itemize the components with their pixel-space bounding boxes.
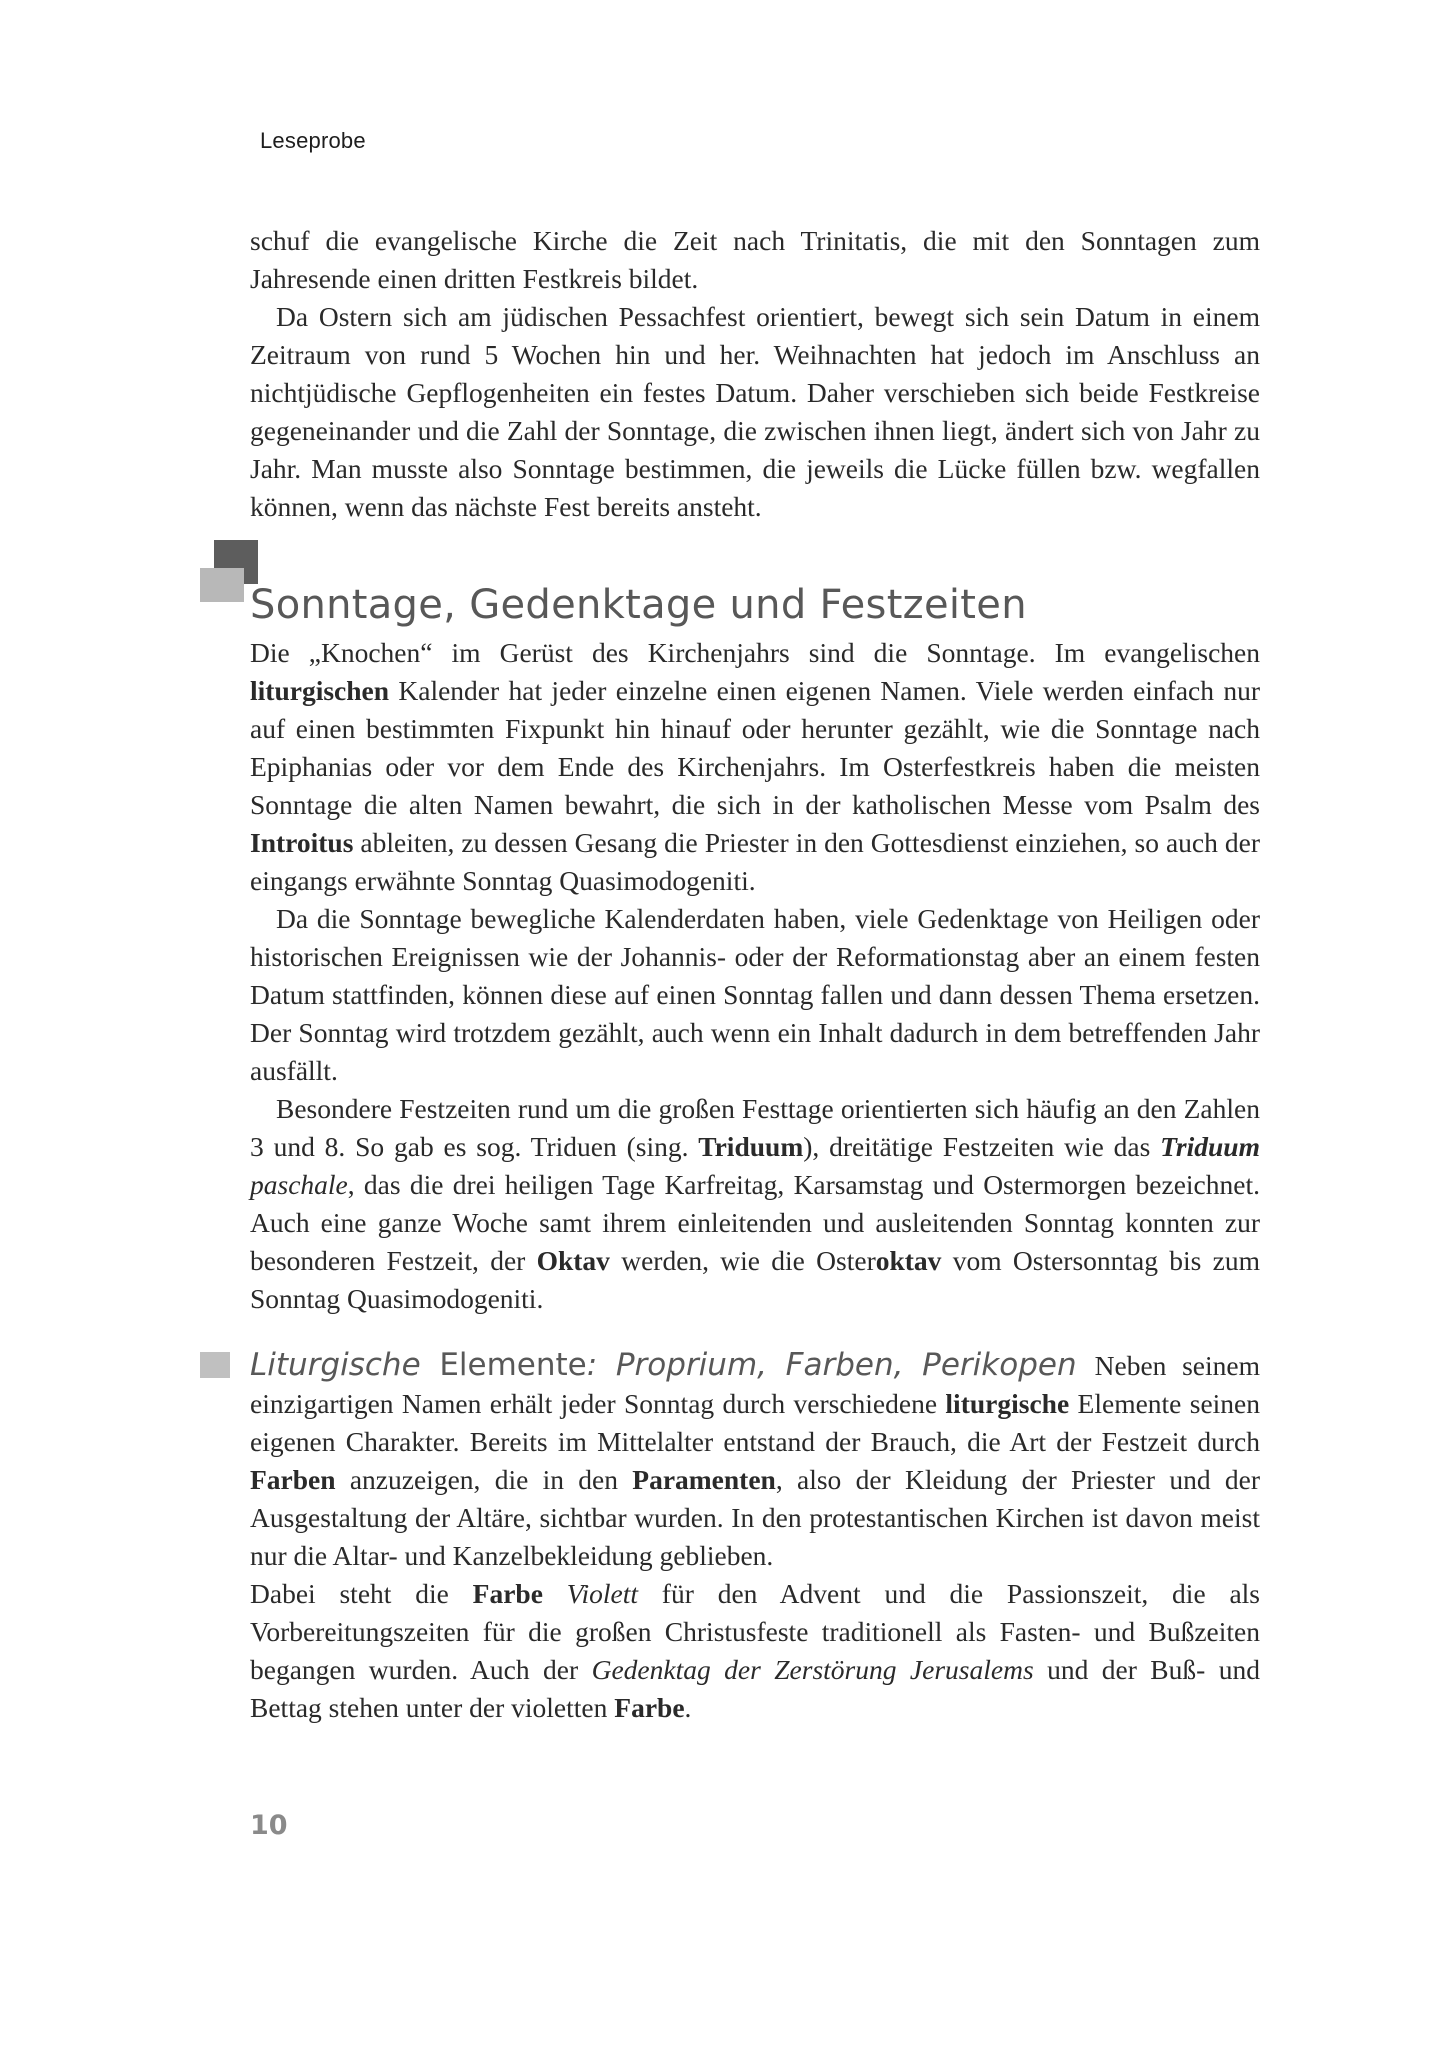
section-paragraph-1: Die „Knochen“ im Gerüst des Kirchenjahrs sind die Sonntage. Im evangelischen liturgischen Kalender hat jeder einzelne einen eigenen Namen. Viele werden einfach nur auf einen bestimmten Fixpunkt hin hinauf oder herunter gezählt, wie die Sonntage nach Epiphanias oder vor dem Ende des Kirchenjahrs. Im Osterfestkreis haben die meisten Sonntage die alten Namen bewahrt, die sich in der katholischen Messe vom Psalm des Introitus ableiten, zu dessen Gesang die Priester in den Gottesdienst einziehen, so auch der eingangs erwähnte Sonntag Quasimodogeniti. <box>250 637 1260 896</box>
subsection-body <box>250 1346 1260 1727</box>
section-title: Sonntage, Gedenktage und Festzeiten <box>250 582 1027 628</box>
intro-paragraph-2: Da Ostern sich am jüdischen Pessachfest orientiert, bewegt sich sein Datum in einem Zeitraum von rund 5 Wochen hin und her. Weihnachten hat jedoch im Anschluss an nichtjüdische Gepflogenheiten ein festes Datum. Daher verschieben sich beide Festkreise gegeneinander und die Zahl der Sonntage, die zwischen ihnen liegt, ändert sich von Jahr zu Jahr. Man musste also Sonntage bestimmen, die jeweils die Lücke füllen bzw. wegfallen können, wenn das nächste Fest bereits ansteht. <box>250 301 1260 522</box>
section-paragraph-3: Besondere Festzeiten rund um die großen Festtage orientierten sich häufig an den Zahlen 3 und 8. So gab es sog. Triduen (sing. Triduum), dreitätige Festzeiten wie das Triduum paschale, das die drei heiligen Tage Karfreitag, Karsamstag und Ostermorgen bezeichnet. Auch eine ganze Woche samt ihrem einleitenden und ausleitenden Sonntag konnten zur besonderen Festzeit, der Oktav werden, wie die Osteroktav vom Ostersonntag bis zum Sonntag Quasimodogeniti. <box>250 1093 1260 1314</box>
section-heading-block <box>0 540 1452 630</box>
section-body <box>250 634 1260 1318</box>
intro-text <box>250 222 1260 526</box>
running-header: Leseprobe <box>260 128 366 153</box>
subsection-paragraph-1: Liturgische Elemente: Proprium, Farben, Perikopen Neben seinem einzigartigen Namen erhält jeder Sonntag durch verschiedene liturgische Elemente seinen eigenen Charakter. Bereits im Mittelalter entstand der Brauch, die Art der Festzeit durch Farben anzuzeigen, die in den Paramenten, also der Kleidung der Priester und der Ausgestaltung der Altäre, sichtbar wurden. In den protestantischen Kirchen ist davon meist nur die Altar- und Kanzelbekleidung geblieben. <box>250 1347 1261 1571</box>
subsection-runin-heading: Liturgische Elemente: Proprium, Farben, Perikopen <box>250 1347 1077 1383</box>
subsection-paragraph-2: Dabei steht die Farbe Violett für den Advent und die Passionszeit, die als Vorbereitungszeiten für die großen Christusfeste traditionell als Fasten- und Bußzeiten begangen wurden. Auch der Gedenktag der Zerstörung Jerusalems und der Buß- und Bettag stehen unter der violetten Farbe. <box>250 1578 1261 1723</box>
section-paragraph-2: Da die Sonntage bewegliche Kalenderdaten haben, viele Gedenktage von Heiligen oder historischen Ereignissen wie der Johannis- oder der Reformationstag aber an einem festen Datum stattfinden, können diese auf einen Sonntag fallen und dann dessen Thema ersetzen. Der Sonntag wird trotzdem gezählt, auch wenn ein Inhalt dadurch in dem betreffenden Jahr ausfällt. <box>250 903 1260 1086</box>
subheading-square-icon <box>200 1352 230 1378</box>
page-number: 10 <box>250 1810 288 1841</box>
heading-square-light-icon <box>200 568 244 602</box>
intro-paragraph-1: schuf die evangelische Kirche die Zeit nach Trinitatis, die mit den Sonntagen zum Jahresende einen dritten Festkreis bildet. <box>250 225 1260 294</box>
